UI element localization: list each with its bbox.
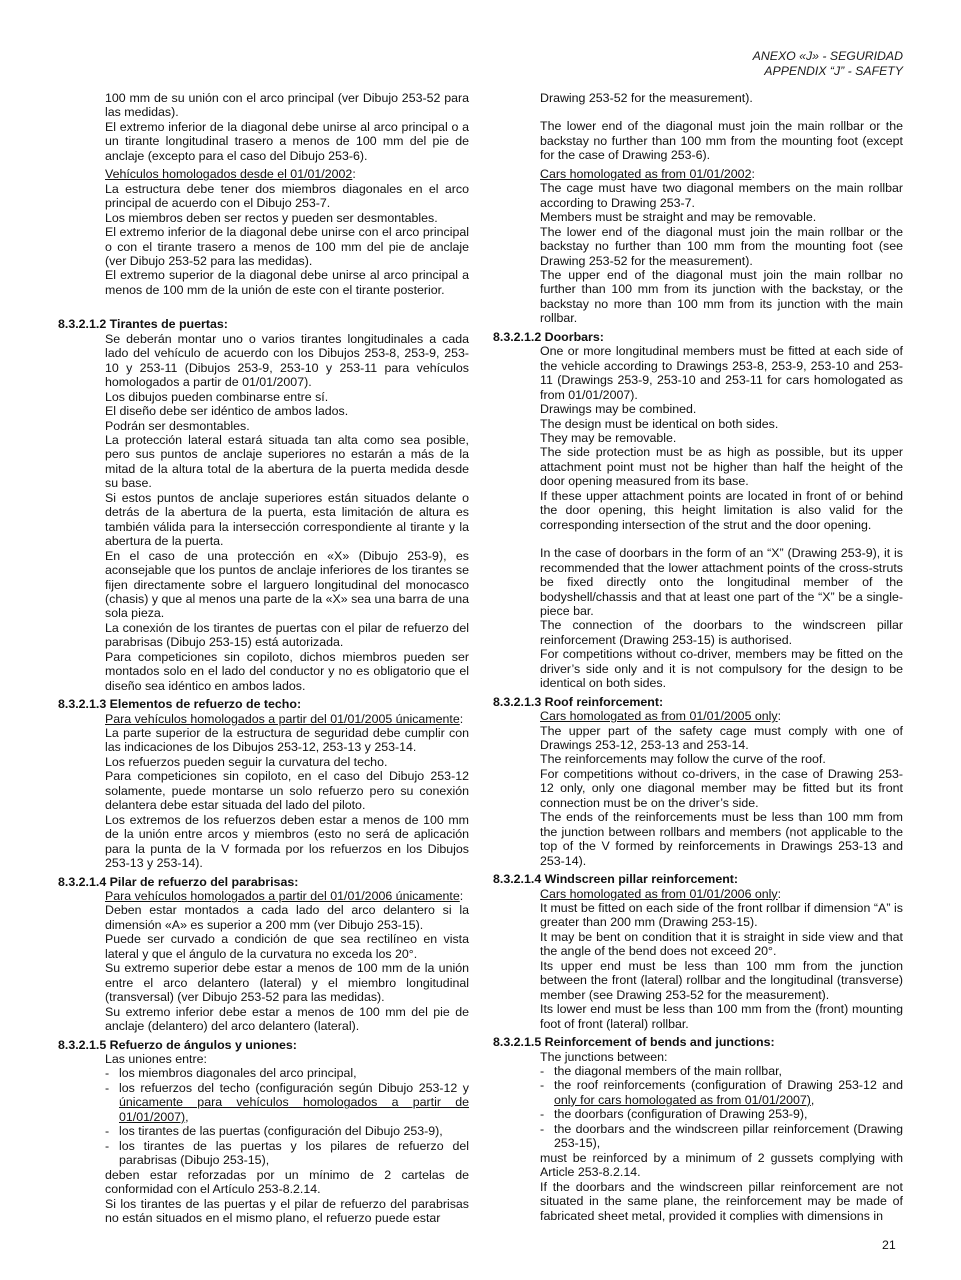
paragraph: It must be fitted on each side of the front rollbar if dimension “A” is greater than 200 mm (Drawing 253-15). (540, 901, 903, 930)
paragraph: Los dibujos pueden combinarse entre sí. (105, 389, 329, 404)
paragraph: Su extremo superior debe estar a menos de 100 mm de la unión entre el arco delantero (lateral) y el miembro longitudinal (transversal) (ver Dibujo 253-52 para las medidas). (105, 961, 469, 1005)
paragraph: The connection of the doorbars to the windscreen pillar reinforcement (Drawing 253-15) is authorised. (540, 618, 903, 647)
paragraph: Su extremo inferior debe estar a menos de 100 mm del pie de anclaje (delantero) del arco delantero (lateral). (105, 1004, 469, 1034)
section-body (493, 344, 903, 690)
list-item: - the doorbars (configuration of Drawing 253-9), (540, 1107, 808, 1122)
list-item: - los miembros diagonales del arco principal, (105, 1066, 357, 1081)
underlined-subheading: Para vehículos homologados a partir del 01/01/2006 únicamente (105, 889, 460, 904)
paragraph: 100 mm de su unión con el arco principal (ver Dibujo 253-52 para las medidas). (105, 91, 469, 120)
paragraph: El diseño debe ser idéntico de ambos lados. (105, 404, 349, 419)
paragraph: Los refuerzos pueden seguir la curvatura del techo. (105, 754, 388, 769)
paragraph: Drawings may be combined. (540, 402, 697, 417)
paragraph: En el caso de una protección en «X» (Dibujo 253-9), es aconsejable que los puntos de anclaje inferiores de los tirantes se fijen directamente sobre el larguero longitudinal del monocasco (chasis) y que al menos una parte de la «X» sea una barra de una sola pieza. (105, 548, 469, 621)
header-spanish: ANEXO «J» - SEGURIDAD (752, 49, 903, 63)
section-body: Cars homologated as from 01/01/2006 only: It must be fitted on each side of the front rollbar if dimension “A” is greater than 200 mm (Drawing 253-15). It may be bent on condition that it is straight in side view and that the angle of the bend does not exceed 20°. Its upper end must be less than 100 mm from the junction between the front (lateral) rollbar and the longitudinal (transverse) member (see Drawing 253-52 for the measurement). Its lower end must be less than 100 mm from the (front) mounting foot of front (lateral) rollbar. (540, 886, 903, 1031)
paragraph: deben estar reforzadas por un mínimo de 2 cartelas de conformidad con el Artículo 253-8.2.14. (105, 1167, 469, 1197)
list-item: - los tirantes de las puertas y los pilares de refuerzo del parabrisas (Dibujo 253-15), (105, 1138, 469, 1168)
intro-block (58, 91, 469, 297)
paragraph: Puede ser curvado a condición de que sea rectilíneo en vista lateral y que el ángulo de la curvatura no exceda los 20°. (105, 932, 469, 961)
paragraph: El extremo superior de la diagonal debe unirse al arco principal a menos de 100 mm de la unión de este con el tirante posterior. (105, 268, 469, 297)
paragraph: La conexión de los tirantes de puertas con el pilar de refuerzo del parabrisas (Dibujo 253-15) está autorizada. (105, 620, 469, 650)
spanish-column (58, 91, 469, 1225)
english-column (493, 91, 903, 1223)
paragraph: The lower end of the diagonal must join the main rollbar or the backstay no further than 100 mm from the mounting foot (see Drawing 253-52 for the measurement). (540, 224, 903, 268)
paragraph: One or more longitudinal members must be fitted at each side of the vehicle according to Drawings 253-8, 253-9, 253-10 and 253-11 (Drawings 253-9, 253-10 and 253-11 for cars homologated as from 01/01/2007). (540, 344, 903, 402)
underlined-subheading: Cars homologated as from 01/01/2006 only (540, 886, 778, 901)
paragraph: It may be bent on condition that it is straight in side view and that the angle of the bend does not exceed 20°. (540, 929, 903, 959)
paragraph: must be reinforced by a minimum of 2 gussets complying with Article 253-8.2.14. (540, 1150, 903, 1180)
page-number: 21 (882, 1238, 896, 1252)
list-item: - los refuerzos del techo (configuración según Dibujo 253-12 y únicamente para vehículos homologados a partir de 01/01/2007), (105, 1080, 469, 1124)
paragraph: If the doorbars and the windscreen pillar reinforcement are not situated in the same plane, the reinforcement may be made of fabricated sheet metal, provided it complies with dimensions in (540, 1179, 903, 1223)
paragraph: The design must be identical on both sides. (540, 416, 779, 431)
section-title: 8.3.2.1.3 Roof reinforcement: (493, 694, 664, 709)
paragraph: The upper part of the safety cage must comply with one of Drawings 253-12, 253-13 and 253-14. (540, 723, 903, 753)
paragraph: Para competiciones sin copiloto, en el caso del Dibujo 253-12 solamente, puede montarse un solo refuerzo pero su conexión delantera debe estar situada del lado del piloto. (105, 769, 469, 813)
paragraph: The reinforcements may follow the curve of the roof. (540, 752, 826, 767)
paragraph: Si estos puntos de anclaje superiores están situados delante o detrás de la abertura de la puerta, esta limitación de altura es también válida para la intersección correspondiente al tirante y la abertura de la puerta. (105, 490, 469, 549)
list-item: - los tirantes de las puertas (configuración del Dibujo 253-9), (105, 1124, 443, 1139)
paragraph: The side protection must be as high as possible, but its upper attachment point must not be higher than half the height of the door opening measured from its base. (540, 445, 903, 489)
running-header (753, 49, 903, 79)
section-title: 8.3.2.1.4 Pilar de refuerzo del parabrisas: (58, 874, 299, 889)
underlined-subheading: Vehículos homologados desde el 01/01/2002 (105, 167, 353, 182)
paragraph: The cage must have two diagonal members on the main rollbar according to Drawing 253-7. (540, 181, 903, 210)
paragraph: La parte superior de la estructura de seguridad debe cumplir con las indicaciones de los Dibujos 253-12, 253-13 y 253-14. (105, 726, 469, 755)
paragraph: Deben estar montados a cada lado del arco delantero si la dimensión «A» es superior a 200 mm (ver Dibujo 253-15). (105, 903, 469, 932)
paragraph: Its lower end must be less than 100 mm from the (front) mounting foot of front (lateral) rollbar. (540, 1002, 903, 1031)
paragraph: The lower end of the diagonal must join the main rollbar or the backstay no further than 100 mm from the mounting foot (except for the case of Drawing 253-6). (540, 119, 903, 163)
paragraph: Las uniones entre: (105, 1052, 207, 1066)
paragraph: Podrán ser desmontables. (105, 418, 250, 433)
paragraph: Los miembros deben ser rectos y pueden ser desmontables. (105, 210, 438, 225)
section-body: Para vehículos homologados a partir del 01/01/2006 únicamente: Deben estar montados a cada lado del arco delantero si la dimensión «A» es superior a 200 mm (ver Dibujo 253-15). Puede ser curvado a condición de que sea rectilíneo en vista lateral y que el ángulo de la curvatura no exceda los 20°. Su extremo superior debe estar a menos de 100 mm de la unión entre el arco delantero (lateral) y el miembro longitudinal (transversal) (ver Dibujo 253-52 para las medidas). Su extremo inferior debe estar a menos de 100 mm del pie de anclaje (delantero) del arco delantero (lateral). (105, 889, 469, 1034)
paragraph: El extremo inferior de la diagonal debe unirse al arco principal o a un tirante longitudinal trasero a menos de 100 mm del pie de anclaje (excepto para el caso del Dibujo 253-6). (105, 119, 469, 163)
list-item: - the diagonal members of the main rollbar, (540, 1064, 782, 1078)
section-body: Para vehículos homologados a partir del 01/01/2005 únicamente: La parte superior de la estructura de seguridad debe cumplir con las indicaciones de los Dibujos 253-12, 253-13 y 253-14. Los refuerzos pueden seguir la curvatura del techo. Para competiciones sin copiloto, en el caso del Dibujo 253-12 solamente, puede montarse un solo refuerzo pero su conexión delantera debe estar situada del lado del piloto. Los extremos de los refuerzos deben estar a menos de 100 mm de la unión entre arcos y miembros (esto no será de aplicación para la punta de la V formada por los refuerzos en los Dibujos 253-13 y 253-14). (105, 711, 469, 871)
paragraph: Si los tirantes de las puertas y el pilar de refuerzo del parabrisas no están situados en el mismo plano, el refuerzo puede estar (105, 1196, 469, 1225)
paragraph: In the case of doorbars in the form of an “X” (Drawing 253-9), it is recommended that the lower attachment points of the cross-struts be fixed directly onto the longitudinal member of the bodyshell/chassis and that at least one part of the “X” be a single-piece bar. (540, 546, 903, 618)
section-title: 8.3.2.1.3 Elementos de refuerzo de techo: (58, 697, 302, 712)
paragraph: Los extremos de los refuerzos deben estar a menos de 100 mm de la unión entre arcos y miembros (esto no será de aplicación para la punta de la V formada por los refuerzos en los Dibujos 253-13 y 253-14). (105, 812, 469, 871)
section-title: 8.3.2.1.4 Windscreen pillar reinforcement: (493, 872, 739, 887)
section-title: 8.3.2.1.5 Reinforcement of bends and junctions: (493, 1035, 775, 1050)
underlined-subheading: Cars homologated as from 01/01/2002 (540, 166, 752, 181)
underlined-subheading: Para vehículos homologados a partir del 01/01/2005 únicamente (105, 711, 460, 726)
header-english: APPENDIX “J” - SAFETY (764, 64, 903, 78)
section-body (493, 1050, 903, 1223)
subheading-line: Vehículos homologados desde el 01/01/2002: (105, 167, 356, 182)
section-title: 8.3.2.1.2 Doorbars: (493, 329, 604, 344)
underlined-subheading: Cars homologated as from 01/01/2005 only (540, 709, 778, 724)
section-body (58, 332, 469, 693)
paragraph: Its upper end must be less than 100 mm from the junction between the front (lateral) rollbar and the longitudinal (transverse) member (see Drawing 253-52 for the measurement). (540, 958, 903, 1002)
paragraph: They may be removable. (540, 430, 677, 445)
paragraph: Members must be straight and may be removable. (540, 210, 817, 225)
paragraph: La estructura debe tener dos miembros diagonales en el arco principal de acuerdo con el Dibujo 253-7. (105, 181, 469, 211)
paragraph: For competitions without co-driver, members may be fitted on the driver’s side only and it is not compulsory for the design to be identical on both sides. (540, 647, 903, 691)
list-item: - the doorbars and the windscreen pillar reinforcement (Drawing 253-15), (540, 1121, 903, 1151)
paragraph: Drawing 253-52 for the measurement). (540, 91, 753, 105)
section-body (58, 1052, 469, 1225)
section-title: 8.3.2.1.2 Tirantes de puertas: (58, 317, 228, 332)
intro-block: Drawing 253-52 for the measurement). The lower end of the diagonal must join the main rollbar or the backstay no further than 100 mm from the mounting foot (except for the case of Drawing 253-6). Cars homologated as from 01/01/2002: The cage must have two diagonal members on the main rollbar according to Drawing 253-7. Members must be straight and may be removable. The lower end of the diagonal must join the main rollbar or the backstay no further than 100 mm from the mounting foot (see Drawing 253-52 for the measurement). The upper end of the diagonal must join the main rollbar no further than 100 mm from its junction with the backstay, or the backstay no more than 100 mm from its junction with the main rollbar. (540, 91, 903, 326)
section-body: Cars homologated as from 01/01/2005 only: The upper part of the safety cage must comply with one of Drawings 253-12, 253-13 and 253-14. The reinforcements may follow the curve of the roof. For competitions without co-drivers, in the case of Drawing 253-12 only, only one diagonal member may be fitted but its front connection must be on the driver’s side. The ends of the reinforcements must be less than 100 mm from the junction between rollbars and members (not applicable to the top of the V formed by reinforcements in Drawings 253-13 and 253-14). (540, 709, 903, 868)
paragraph: The ends of the reinforcements must be less than 100 mm from the junction between rollbars and members (not applicable to the top of the V formed by reinforcements in Drawings 253-13 and 253-14). (540, 810, 903, 868)
section-title: 8.3.2.1.5 Refuerzo de ángulos y uniones: (58, 1037, 297, 1052)
paragraph: Para competiciones sin copiloto, dichos miembros pueden ser montados solo en el lado del conductor y no es obligatorio que el diseño sea idéntico en ambos lados. (105, 649, 469, 693)
paragraph: The junctions between: (540, 1049, 668, 1064)
paragraph: The upper end of the diagonal must join the main rollbar no further than 100 mm from its junction with the backstay, or the backstay no more than 100 mm from its junction with the main rollbar. (540, 267, 903, 326)
paragraph: La protección lateral estará situada tan alta como sea posible, pero sus puntos de anclaje superiores no estarán a más de la mitad de la altura total de la abertura de la puerta medida desde su base. (105, 432, 469, 491)
paragraph: El extremo inferior de la diagonal debe unirse con el arco principal o con el tirante trasero a menos de 100 mm del pie de anclaje (ver Dibujo 253-52 para las medidas). (105, 225, 469, 268)
paragraph: Se deberán montar uno o varios tirantes longitudinales a cada lado del vehículo de acuerdo con los Dibujos 253-8, 253-9, 253-10 y 253-11 (Dibujos 253-9, 253-10 y 253-11 para vehículos homologados a partir de 01/01/2007). (105, 331, 469, 390)
paragraph: If these upper attachment points are located in front of or behind the door opening, this height limitation is also valid for the corresponding intersection of the strut and the door opening. (540, 488, 903, 532)
paragraph: For competitions without co-drivers, in the case of Drawing 253-12 only, only one diagonal member may be fitted but its front connection must be on the driver’s side. (540, 766, 903, 810)
list-item: - the roof reinforcements (configuration of Drawing 253-12 and only for cars homologated as from 01/01/2007), (540, 1078, 903, 1107)
